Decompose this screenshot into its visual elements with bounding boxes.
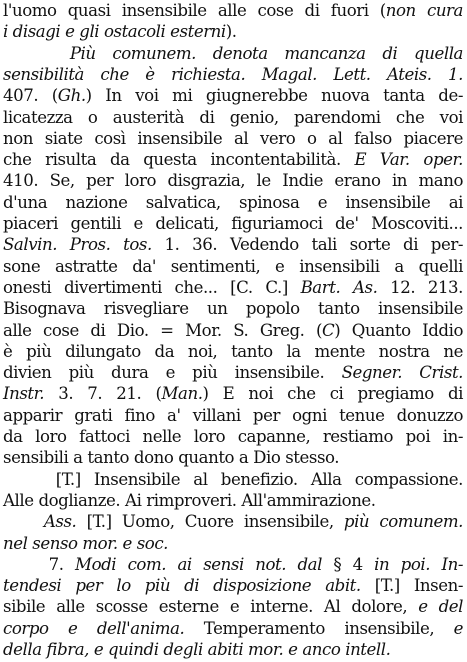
text: non siate così insensibile al vero o al falso piacere: [3, 128, 463, 148]
italic-text: nel senso mor. e soc.: [3, 533, 168, 553]
italic-text: Salvin. Pros. tos.: [3, 235, 152, 255]
text: sibile alle scosse esterne e interne. Al dolore,: [3, 597, 419, 617]
italic-text: in poi. In-: [362, 554, 463, 574]
text: 7.: [3, 554, 76, 574]
italic-text: Modi com. ai sensi not. dal: [75, 554, 334, 574]
text: d'una nazione salvatica, spinosa e insensibile ai: [3, 192, 463, 212]
text: 410. Se, per loro disgrazia, le Indie erano in mano: [3, 171, 463, 191]
text: 12. 213.: [377, 277, 463, 297]
text: 3. 7. 21. (: [44, 384, 162, 404]
italic-text: Instr.: [3, 384, 45, 404]
italic-text: della fibra, e quindi degli abiti mor. e anco intell.: [3, 640, 391, 659]
text: licatezza o austerità di genio, parendomi che voi: [3, 107, 463, 127]
italic-text: C: [322, 320, 335, 340]
text: ) E noi che ci pregiamo di: [202, 384, 463, 404]
italic-text: Ass.: [3, 512, 77, 532]
italic-text: e: [453, 618, 463, 638]
text: Alle doglianze. Ai rimproveri. All'ammirazione.: [3, 490, 376, 510]
text: alle cose di Dio. = Mor. S. Greg. (: [3, 320, 323, 340]
italic-text: corpo e dell'anima.: [3, 618, 185, 638]
italic-text: tendesi per lo più di disposizione abit.: [3, 576, 361, 596]
text: onesti divertimenti che... [C. C.]: [3, 277, 301, 297]
text: ) In voi mi giugnerebbe nuova tanta de-: [85, 86, 463, 106]
text: sensibili a tanto dono quanto a Dio stesso.: [3, 448, 340, 468]
text: [T.] Insensibile al benefizio. Alla compassione.: [3, 469, 463, 489]
text: piaceri gentili e delicati, figuriamoci de' Moscoviti...: [3, 214, 463, 233]
italic-text: Man.: [161, 384, 203, 404]
italic-text: Gh.: [57, 86, 86, 106]
text: che risulta da questa incontentabilità.: [3, 150, 355, 170]
text: [T.] Uomo, Cuore insensibile,: [76, 512, 344, 532]
text: § 4: [333, 554, 363, 574]
italic-text: Bart. As.: [300, 277, 378, 297]
text: Bisognava risvegliare un popolo tanto insensibile: [3, 299, 463, 319]
italic-text: non cura: [385, 1, 463, 20]
text: Temperamento insensibile,: [184, 618, 454, 638]
text: ) Quanto Iddio: [334, 320, 463, 340]
text: 1. 36. Vedendo tali sorte di per-: [151, 235, 463, 255]
text-line: [3, 638, 390, 662]
italic-text: sensibilità che è richiesta. Magal. Lett. Ateis. 1.: [3, 64, 463, 84]
text: da loro fattoci nelle loro capanne, restiamo poi in-: [3, 427, 463, 446]
text: apparir grati fino a' villani per ogni tenue donuzzo: [3, 405, 463, 425]
italic-text: più comunem.: [343, 512, 463, 532]
text: ).: [225, 22, 237, 42]
italic-text: E Var. oper.: [354, 150, 463, 170]
text: è più dilungato da noi, tanto la mente nostra ne: [3, 341, 463, 361]
text: l'uomo quasi insensibile alle cose di fuori (: [3, 1, 386, 20]
italic-text: Più comunem. denota mancanza di quella: [3, 43, 463, 63]
text: 407. (: [3, 86, 58, 106]
text: [T.] Insen-: [360, 576, 463, 596]
text: sone astratte da' sentimenti, e insensibili a quelli: [3, 256, 463, 276]
italic-text: Segner. Crist.: [341, 363, 463, 383]
italic-text: e del: [418, 597, 463, 617]
italic-text: i disagi e gli ostacoli esterni: [3, 22, 226, 42]
text: divien più dura e più insensibile.: [3, 363, 342, 383]
